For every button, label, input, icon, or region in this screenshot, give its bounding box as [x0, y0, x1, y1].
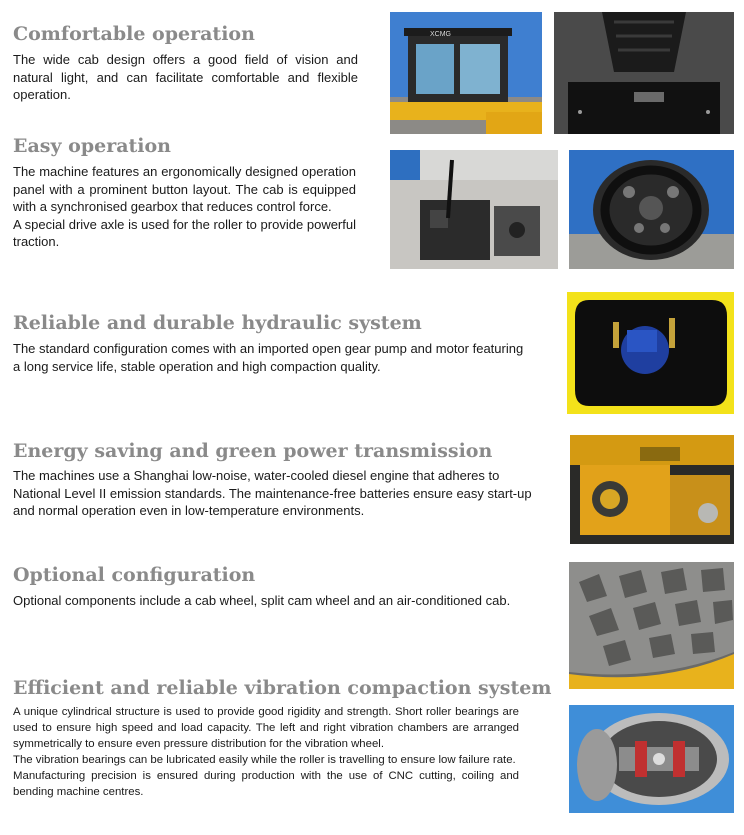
section-title-vibration-compaction: Efficient and reliable vibration compaction system: [13, 677, 552, 699]
paragraph: A special drive axle is used for the roller to provide powerful traction.: [13, 216, 356, 249]
section-text-easy-operation: [13, 163, 356, 251]
control-panel-photo: [390, 150, 558, 269]
section-title-easy-operation: Easy operation: [13, 135, 171, 157]
section-text-optional-configuration: [13, 592, 553, 610]
paragraph: The standard configuration comes with an imported open gear pump and motor featuring a long service life, stable operation and high compaction quality.: [13, 341, 524, 374]
padfoot-drum-photo: [569, 562, 734, 689]
vibration-drum-cutaway-photo: [569, 705, 734, 813]
paragraph: Optional components include a cab wheel, split cam wheel and an air-conditioned cab.: [13, 593, 511, 608]
paragraph: The machines use a Shanghai low-noise, water-cooled diesel engine that adheres to National Level II emission standards. The maintenance-free batteries ensure easy start-up and normal operation even in low-temperature environments.: [13, 468, 532, 518]
paragraph: A unique cylindrical structure is used to provide good rigidity and strength. Short roller bearings are used to ensure high speed and load capacity. The left and right vibration chambers are arranged symmetrically to ensure even pressure distribution for the vibration wheel.: [13, 706, 519, 750]
steering-wheel-photo: [569, 150, 734, 269]
cab-brand-text: XCMG: [430, 31, 451, 38]
paragraph: The wide cab design offers a good field of vision and natural light, and can facilitate comfortable and flexible operation.: [13, 52, 358, 102]
paragraph: Manufacturing precision is ensured during production with the use of CNC cutting, coiling and bending machine centres.: [13, 770, 519, 798]
section-text-power-transmission: [13, 467, 533, 520]
hydraulic-pump-photo: [567, 292, 734, 414]
cab-exterior-photo: [390, 12, 542, 134]
paragraph: The vibration bearings can be lubricated easily while the roller is travelling to ensure low failure rate.: [13, 754, 516, 766]
paragraph: The machine features an ergonomically designed operation panel with a prominent button layout. The cab is equipped with a synchronised gearbox that reduces control force.: [13, 164, 356, 214]
section-title-comfortable-operation: Comfortable operation: [13, 23, 255, 45]
diesel-engine-photo: [570, 435, 734, 544]
section-text-vibration-compaction: [13, 704, 519, 800]
section-title-hydraulic-system: Reliable and durable hydraulic system: [13, 312, 422, 334]
section-text-hydraulic-system: [13, 340, 533, 375]
section-text-comfortable-operation: [13, 51, 358, 104]
section-title-optional-configuration: Optional configuration: [13, 564, 256, 586]
seat-and-controls-photo: [554, 12, 734, 134]
section-title-power-transmission: Energy saving and green power transmission: [13, 440, 493, 462]
